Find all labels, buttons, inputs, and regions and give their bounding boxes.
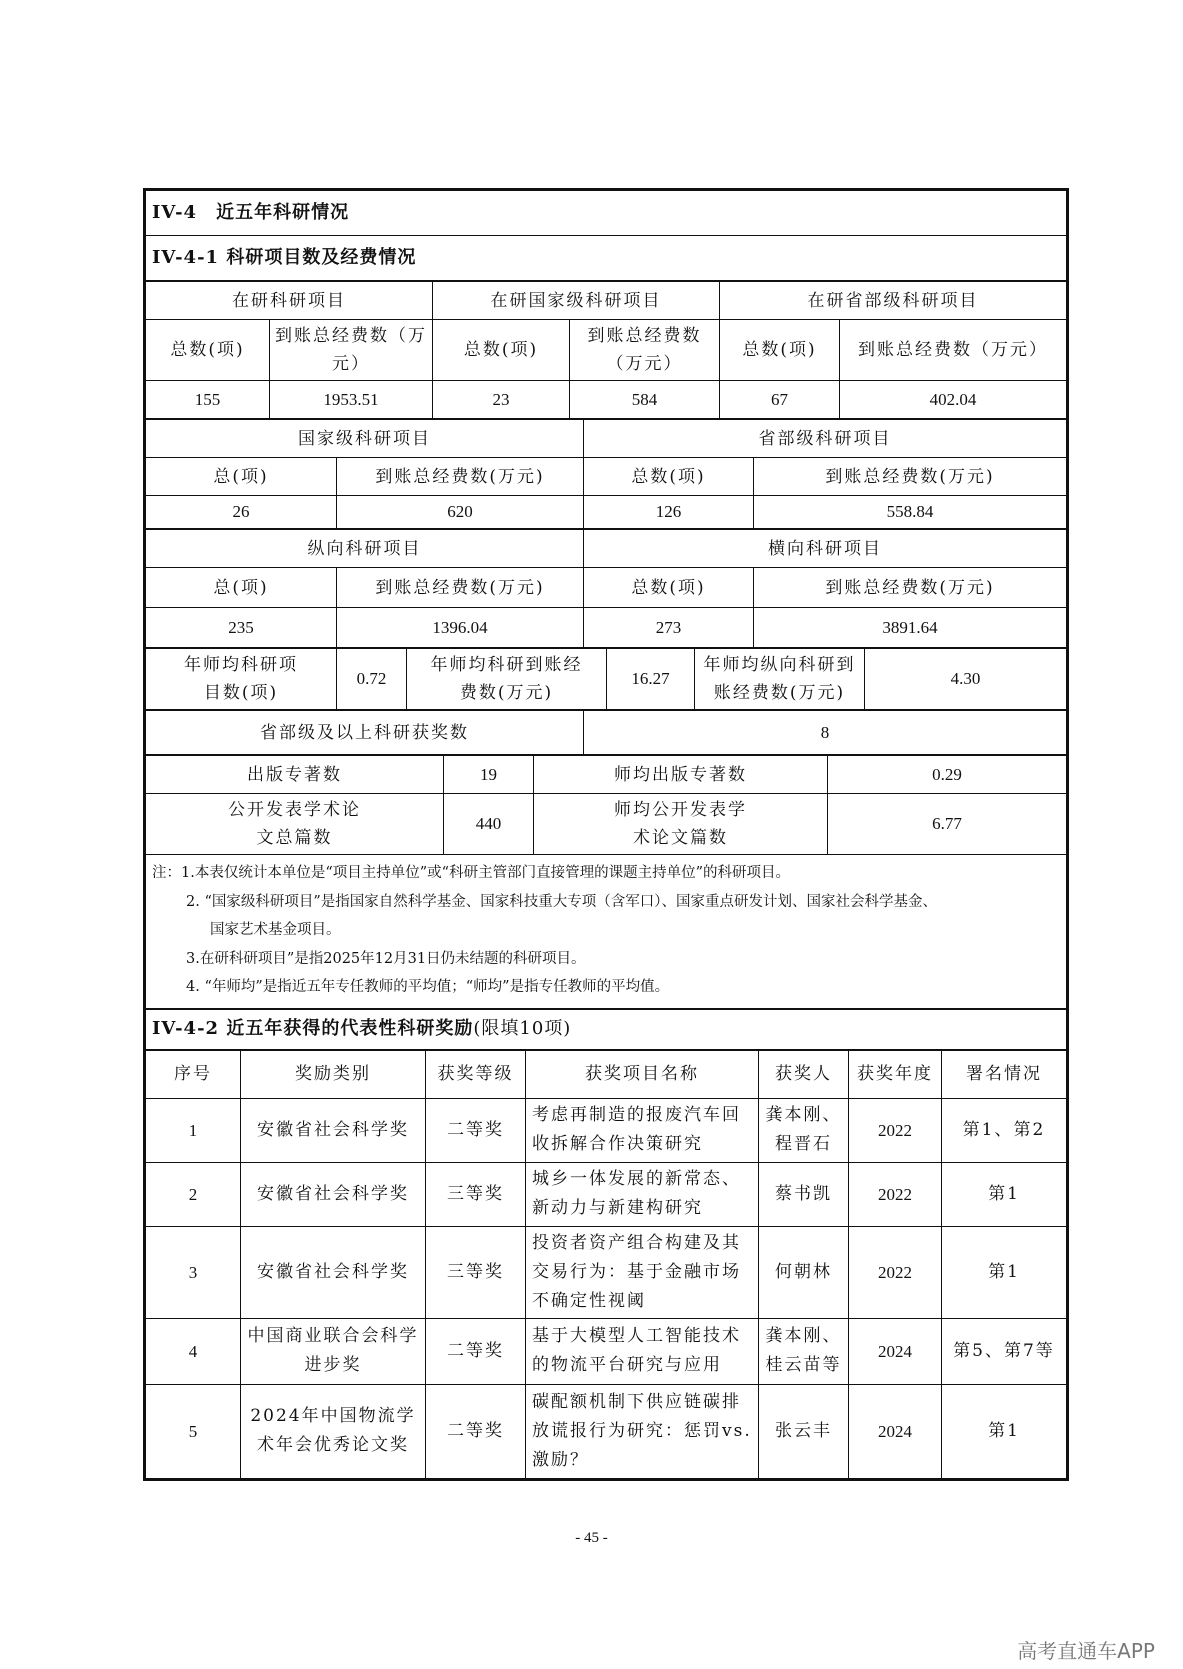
notes-section xyxy=(145,855,1067,1009)
count-label: 总数(项) xyxy=(433,320,570,381)
value-cell: 620 xyxy=(337,496,584,529)
in-progress-table xyxy=(145,281,1067,419)
row-person: 何朝林 xyxy=(759,1226,849,1318)
group-header: 省部级科研项目 xyxy=(584,420,1067,458)
row-sign: 第1 xyxy=(942,1226,1067,1318)
row-level: 三等奖 xyxy=(426,1226,526,1318)
row-year: 2024 xyxy=(849,1384,942,1478)
value-cell: 155 xyxy=(146,381,270,419)
publications-table xyxy=(145,755,1067,855)
per-teacher-label: 年师均纵向科研到账经费数(万元) xyxy=(695,649,865,710)
subsection2-suffix: (限填10项) xyxy=(473,1018,572,1039)
value-cell: 1396.04 xyxy=(337,608,584,648)
row-year: 2022 xyxy=(849,1098,942,1162)
award-table xyxy=(145,1050,1067,1479)
value-cell: 3891.64 xyxy=(754,608,1067,648)
group-header: 在研科研项目 xyxy=(146,282,433,320)
count-label: 总数(项) xyxy=(584,568,754,608)
table-row xyxy=(146,1384,1067,1478)
value-cell: 402.04 xyxy=(840,381,1067,419)
column-header: 署名情况 xyxy=(942,1050,1067,1098)
row-year: 2022 xyxy=(849,1226,942,1318)
value-cell: 26 xyxy=(146,496,337,529)
row-no: 4 xyxy=(146,1318,241,1384)
value-cell: 0.29 xyxy=(828,756,1067,794)
table-row xyxy=(146,1098,1067,1162)
row-category: 2024年中国物流学术年会优秀论文奖 xyxy=(241,1384,426,1478)
column-header: 获奖项目名称 xyxy=(526,1050,759,1098)
watermark: 高考直通车APP xyxy=(1017,1639,1155,1663)
value-cell: 558.84 xyxy=(754,496,1067,529)
row-category: 安徽省社会科学奖 xyxy=(241,1162,426,1226)
column-header: 获奖等级 xyxy=(426,1050,526,1098)
section-header-table xyxy=(145,190,1067,281)
count-label: 总数(项) xyxy=(584,458,754,496)
awards-count-table xyxy=(145,710,1067,755)
value-cell: 584 xyxy=(570,381,720,419)
value-cell: 273 xyxy=(584,608,754,648)
column-header: 序号 xyxy=(146,1050,241,1098)
note-line: 注：1.本表仅统计本单位是“项目主持单位”或“科研主管部门直接管理的课题主持单位”的科研项目。 xyxy=(152,865,790,881)
row-sign: 第5、第7等 xyxy=(942,1318,1067,1384)
row-category: 安徽省社会科学奖 xyxy=(241,1098,426,1162)
note-line: 国家艺术基金项目。 xyxy=(210,922,341,938)
per-teacher-label: 年师均科研项目数(项) xyxy=(146,649,337,710)
page-number: - 45 - xyxy=(575,1530,608,1546)
subsection2-title: IV-4-2 近五年获得的代表性科研奖励 xyxy=(152,1018,474,1039)
row-no: 3 xyxy=(146,1226,241,1318)
group-header: 在研省部级科研项目 xyxy=(720,282,1067,320)
fund-label: 到账总经费数(万元) xyxy=(754,568,1067,608)
value-cell: 16.27 xyxy=(607,649,695,710)
count-label: 总(项) xyxy=(146,568,337,608)
row-project-name: 考虑再制造的报废汽车回收拆解合作决策研究 xyxy=(526,1098,759,1162)
row-sign: 第1、第2 xyxy=(942,1098,1067,1162)
section-title: IV-4 近五年科研情况 xyxy=(146,191,1067,236)
fund-label: 到账总经费数（万元） xyxy=(270,320,433,381)
books-label: 出版专著数 xyxy=(146,756,444,794)
national-provincial-table xyxy=(145,419,1067,529)
count-label: 总数(项) xyxy=(720,320,840,381)
value-cell: 0.72 xyxy=(337,649,407,710)
fund-label: 到账总经费数（万元） xyxy=(570,320,720,381)
row-level: 三等奖 xyxy=(426,1162,526,1226)
row-project-name: 基于大模型人工智能技术的物流平台研究与应用 xyxy=(526,1318,759,1384)
row-project-name: 碳配额机制下供应链碳排放谎报行为研究：惩罚vs.激励？ xyxy=(526,1384,759,1478)
books-avg-label: 师均出版专著数 xyxy=(534,756,828,794)
row-project-name: 投资者资产组合构建及其交易行为：基于金融市场不确定性视阈 xyxy=(526,1226,759,1318)
column-header: 奖励类别 xyxy=(241,1050,426,1098)
table-row xyxy=(146,1162,1067,1226)
row-sign: 第1 xyxy=(942,1162,1067,1226)
table-row xyxy=(146,1318,1067,1384)
value-cell: 440 xyxy=(444,794,534,855)
row-sign: 第1 xyxy=(942,1384,1067,1478)
group-header: 纵向科研项目 xyxy=(146,530,584,568)
row-no: 1 xyxy=(146,1098,241,1162)
subsection2-header-table xyxy=(145,1009,1067,1050)
value-cell: 126 xyxy=(584,496,754,529)
value-cell: 235 xyxy=(146,608,337,648)
count-label: 总数(项) xyxy=(146,320,270,381)
row-level: 二等奖 xyxy=(426,1384,526,1478)
row-level: 二等奖 xyxy=(426,1318,526,1384)
column-header: 获奖人 xyxy=(759,1050,849,1098)
per-teacher-table xyxy=(145,648,1067,710)
fund-label: 到账总经费数（万元） xyxy=(840,320,1067,381)
papers-avg-label: 师均公开发表学术论文篇数 xyxy=(534,794,828,855)
vertical-horizontal-table xyxy=(145,529,1067,648)
row-no: 2 xyxy=(146,1162,241,1226)
value-cell: 4.30 xyxy=(865,649,1067,710)
value-cell: 8 xyxy=(584,711,1067,755)
note-line: 2. “国家级科研项目”是指国家自然科学基金、国家科技重大专项（含军口）、国家重点研发计划、国家社会科学基金、 xyxy=(186,893,938,910)
value-cell: 23 xyxy=(433,381,570,419)
row-category: 安徽省社会科学奖 xyxy=(241,1226,426,1318)
group-header: 国家级科研项目 xyxy=(146,420,584,458)
row-no: 5 xyxy=(146,1384,241,1478)
column-header: 获奖年度 xyxy=(849,1050,942,1098)
row-level: 二等奖 xyxy=(426,1098,526,1162)
subsection-title: IV-4-1 科研项目数及经费情况 xyxy=(146,236,1067,281)
table-row xyxy=(146,1226,1067,1318)
value-cell: 67 xyxy=(720,381,840,419)
group-header: 在研国家级科研项目 xyxy=(433,282,720,320)
row-year: 2022 xyxy=(849,1162,942,1226)
row-person: 龚本刚、桂云苗等 xyxy=(759,1318,849,1384)
note-line: 3.在研科研项目”是指2025年12月31日仍未结题的科研项目。 xyxy=(186,950,586,967)
papers-label: 公开发表学术论文总篇数 xyxy=(146,794,444,855)
note-line: 4. “年师均”是指近五年专任教师的平均值；“师均”是指专任教师的平均值。 xyxy=(186,979,670,995)
count-label: 总(项) xyxy=(146,458,337,496)
value-cell: 1953.51 xyxy=(270,381,433,419)
fund-label: 到账总经费数(万元) xyxy=(754,458,1067,496)
value-cell: 6.77 xyxy=(828,794,1067,855)
per-teacher-label: 年师均科研到账经费数(万元) xyxy=(407,649,607,710)
awards-count-label: 省部级及以上科研获奖数 xyxy=(146,711,584,755)
group-header: 横向科研项目 xyxy=(584,530,1067,568)
row-category: 中国商业联合会科学进步奖 xyxy=(241,1318,426,1384)
row-person: 蔡书凯 xyxy=(759,1162,849,1226)
row-person: 龚本刚、程晋石 xyxy=(759,1098,849,1162)
fund-label: 到账总经费数(万元) xyxy=(337,458,584,496)
research-document xyxy=(143,188,1069,1481)
row-person: 张云丰 xyxy=(759,1384,849,1478)
value-cell: 19 xyxy=(444,756,534,794)
fund-label: 到账总经费数(万元) xyxy=(337,568,584,608)
subsection-title xyxy=(146,1009,1067,1049)
row-year: 2024 xyxy=(849,1318,942,1384)
row-project-name: 城乡一体发展的新常态、新动力与新建构研究 xyxy=(526,1162,759,1226)
